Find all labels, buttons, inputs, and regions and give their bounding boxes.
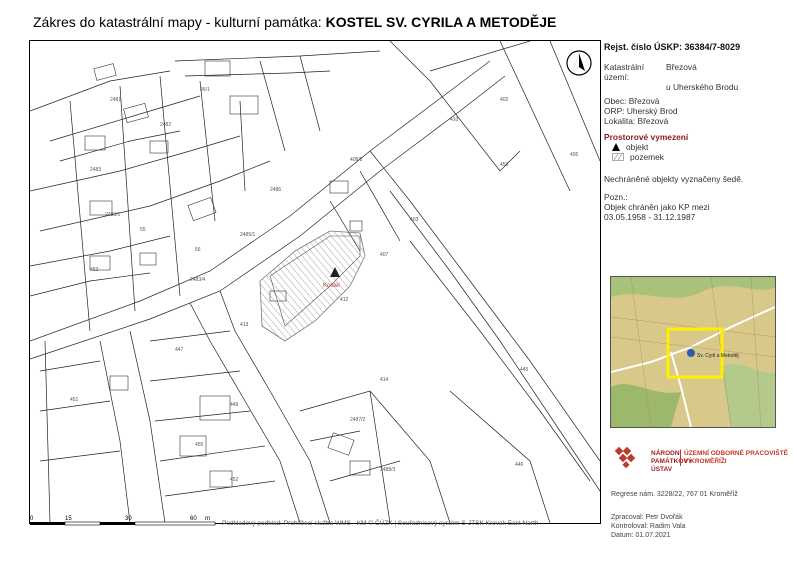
obec-label: Obec:: [604, 96, 627, 106]
registry-number: Rejst. číslo ÚSKP: 36384/7-8029: [604, 42, 741, 52]
orp-row: [604, 106, 790, 116]
parcel-label: 446: [515, 462, 524, 468]
scale-bar: [30, 514, 220, 526]
obec-row: [604, 96, 790, 106]
hatch-swatch-icon: [612, 153, 624, 161]
legend-item-pozemek: [612, 152, 790, 162]
parcel-label: 412: [340, 297, 349, 303]
credits-block: [611, 513, 686, 540]
parcel-label: 2481: [110, 97, 122, 103]
institution-block: [614, 446, 793, 475]
parcel-label: 402: [500, 97, 509, 103]
inset-canvas: [611, 277, 775, 427]
orp-value: Uherský Brod: [626, 106, 678, 116]
parcel-label: 452: [230, 477, 239, 483]
note-line-1: Objek chráněn jako KP mezi: [604, 202, 710, 212]
title-prefix: Zákres do katastrální mapy - kulturní památka:: [33, 14, 322, 30]
parcel-label: 450: [195, 442, 204, 448]
monument-name: KOSTEL SV. CYRILA A METODĚJE: [325, 14, 557, 30]
parcel-label: 45/1: [200, 87, 210, 93]
parcel-label: 2485/1: [240, 232, 256, 238]
inset-church-marker-icon: [687, 349, 695, 357]
credit-kontroloval: Kontroloval: Radim Vala: [611, 523, 686, 530]
church-label: Kostel: [323, 283, 340, 289]
parcel-label: 408/2: [350, 157, 363, 163]
legend-section-title: Prostorové vymezení: [604, 132, 689, 142]
institution-name-2: PAMÁTKOVÝ: [651, 458, 693, 465]
parcel-label: 451: [70, 397, 79, 403]
note-line-2: 03.05.1958 - 31.12.1987: [604, 212, 696, 222]
legend-panel: [604, 42, 790, 222]
parcel-label: 410: [450, 117, 459, 123]
ku-label: Katastrální území:: [604, 62, 645, 82]
institution-name-3: ÚSTAV: [651, 466, 673, 473]
parcel-label: 2480/1: [105, 212, 121, 218]
triangle-icon: [612, 143, 620, 151]
ku-row: [604, 62, 790, 82]
ku-row-2: [604, 82, 790, 92]
scale-tick: 0: [30, 516, 34, 522]
parcel-label: 445: [520, 367, 529, 373]
overview-inset-map[interactable]: [610, 276, 776, 428]
institution-name-1: NÁRODNÍ: [651, 450, 682, 457]
obec-value: Březová: [628, 96, 660, 106]
parcel-label: 405: [570, 152, 579, 158]
scale-tick: 30: [125, 516, 132, 522]
npu-logo-icon: [614, 446, 644, 470]
footer-source-note: Podkladový podklad: Prohlížecí služba WMS - KM © ČÚZK | Souřadnicový systém S-JTSK Krovak East North: [222, 520, 539, 527]
lokalita-row: [604, 116, 790, 126]
parcel-label: 55: [140, 227, 146, 233]
parcel-label: 403: [410, 217, 419, 223]
legend-pozemek-label: pozemek: [630, 152, 664, 162]
parcel-label: 2483/4: [190, 277, 206, 283]
parcel-label: 407: [380, 252, 389, 258]
branch-name-2: V KROMĚŘÍŽI: [684, 458, 727, 465]
parcel-label: 413: [240, 322, 249, 328]
legend-item-objekt: [612, 142, 790, 152]
branch-name-1: ÚZEMNÍ ODBORNÉ PRACOVIŠTĚ: [684, 450, 789, 457]
lokalita-label: Lokalita:: [604, 116, 636, 126]
ku-value: Březová: [666, 62, 697, 72]
parcel-label: 459: [500, 162, 509, 168]
parcel-label: 56: [195, 247, 201, 253]
map-title: [33, 14, 556, 30]
credit-datum: Datum: 01.07.2021: [611, 532, 671, 539]
orp-label: ORP:: [604, 106, 625, 116]
parcel-label: 414: [380, 377, 389, 383]
map-canvas: [30, 41, 600, 523]
legend-objekt-label: objekt: [626, 142, 649, 152]
scale-tick: 15: [65, 516, 72, 522]
office-address: Regrese nám. 3228/22, 767 01 Kroměříž: [611, 491, 738, 498]
inset-label: Sv. Cyril a Metoděj: [697, 353, 739, 359]
parcel-label: 2488/3: [380, 467, 396, 473]
parcel-label: 449: [230, 402, 239, 408]
note-label: Pozn.:: [604, 192, 628, 202]
parcel-label: 2486: [270, 187, 282, 193]
branch-name: [680, 450, 788, 466]
parcel-label: 2482: [160, 122, 172, 128]
parcel-label: 2487/2: [350, 417, 366, 423]
unprotected-note: Nechráněné objekty vyznačeny šedě.: [604, 174, 744, 184]
ku-value-2: u Uherského Brodu: [666, 82, 739, 92]
parcel-label: 447: [175, 347, 184, 353]
scale-unit: m: [205, 516, 210, 522]
scale-tick: 60: [190, 516, 197, 522]
credit-zpracoval: Zpracoval: Petr Dvořák: [611, 514, 683, 521]
cadastral-map[interactable]: [29, 40, 601, 524]
lokalita-value: Březová: [637, 116, 669, 126]
parcel-label: 2483: [90, 167, 102, 173]
north-arrow-icon: [566, 50, 592, 76]
parcel-label: 453: [90, 267, 99, 273]
